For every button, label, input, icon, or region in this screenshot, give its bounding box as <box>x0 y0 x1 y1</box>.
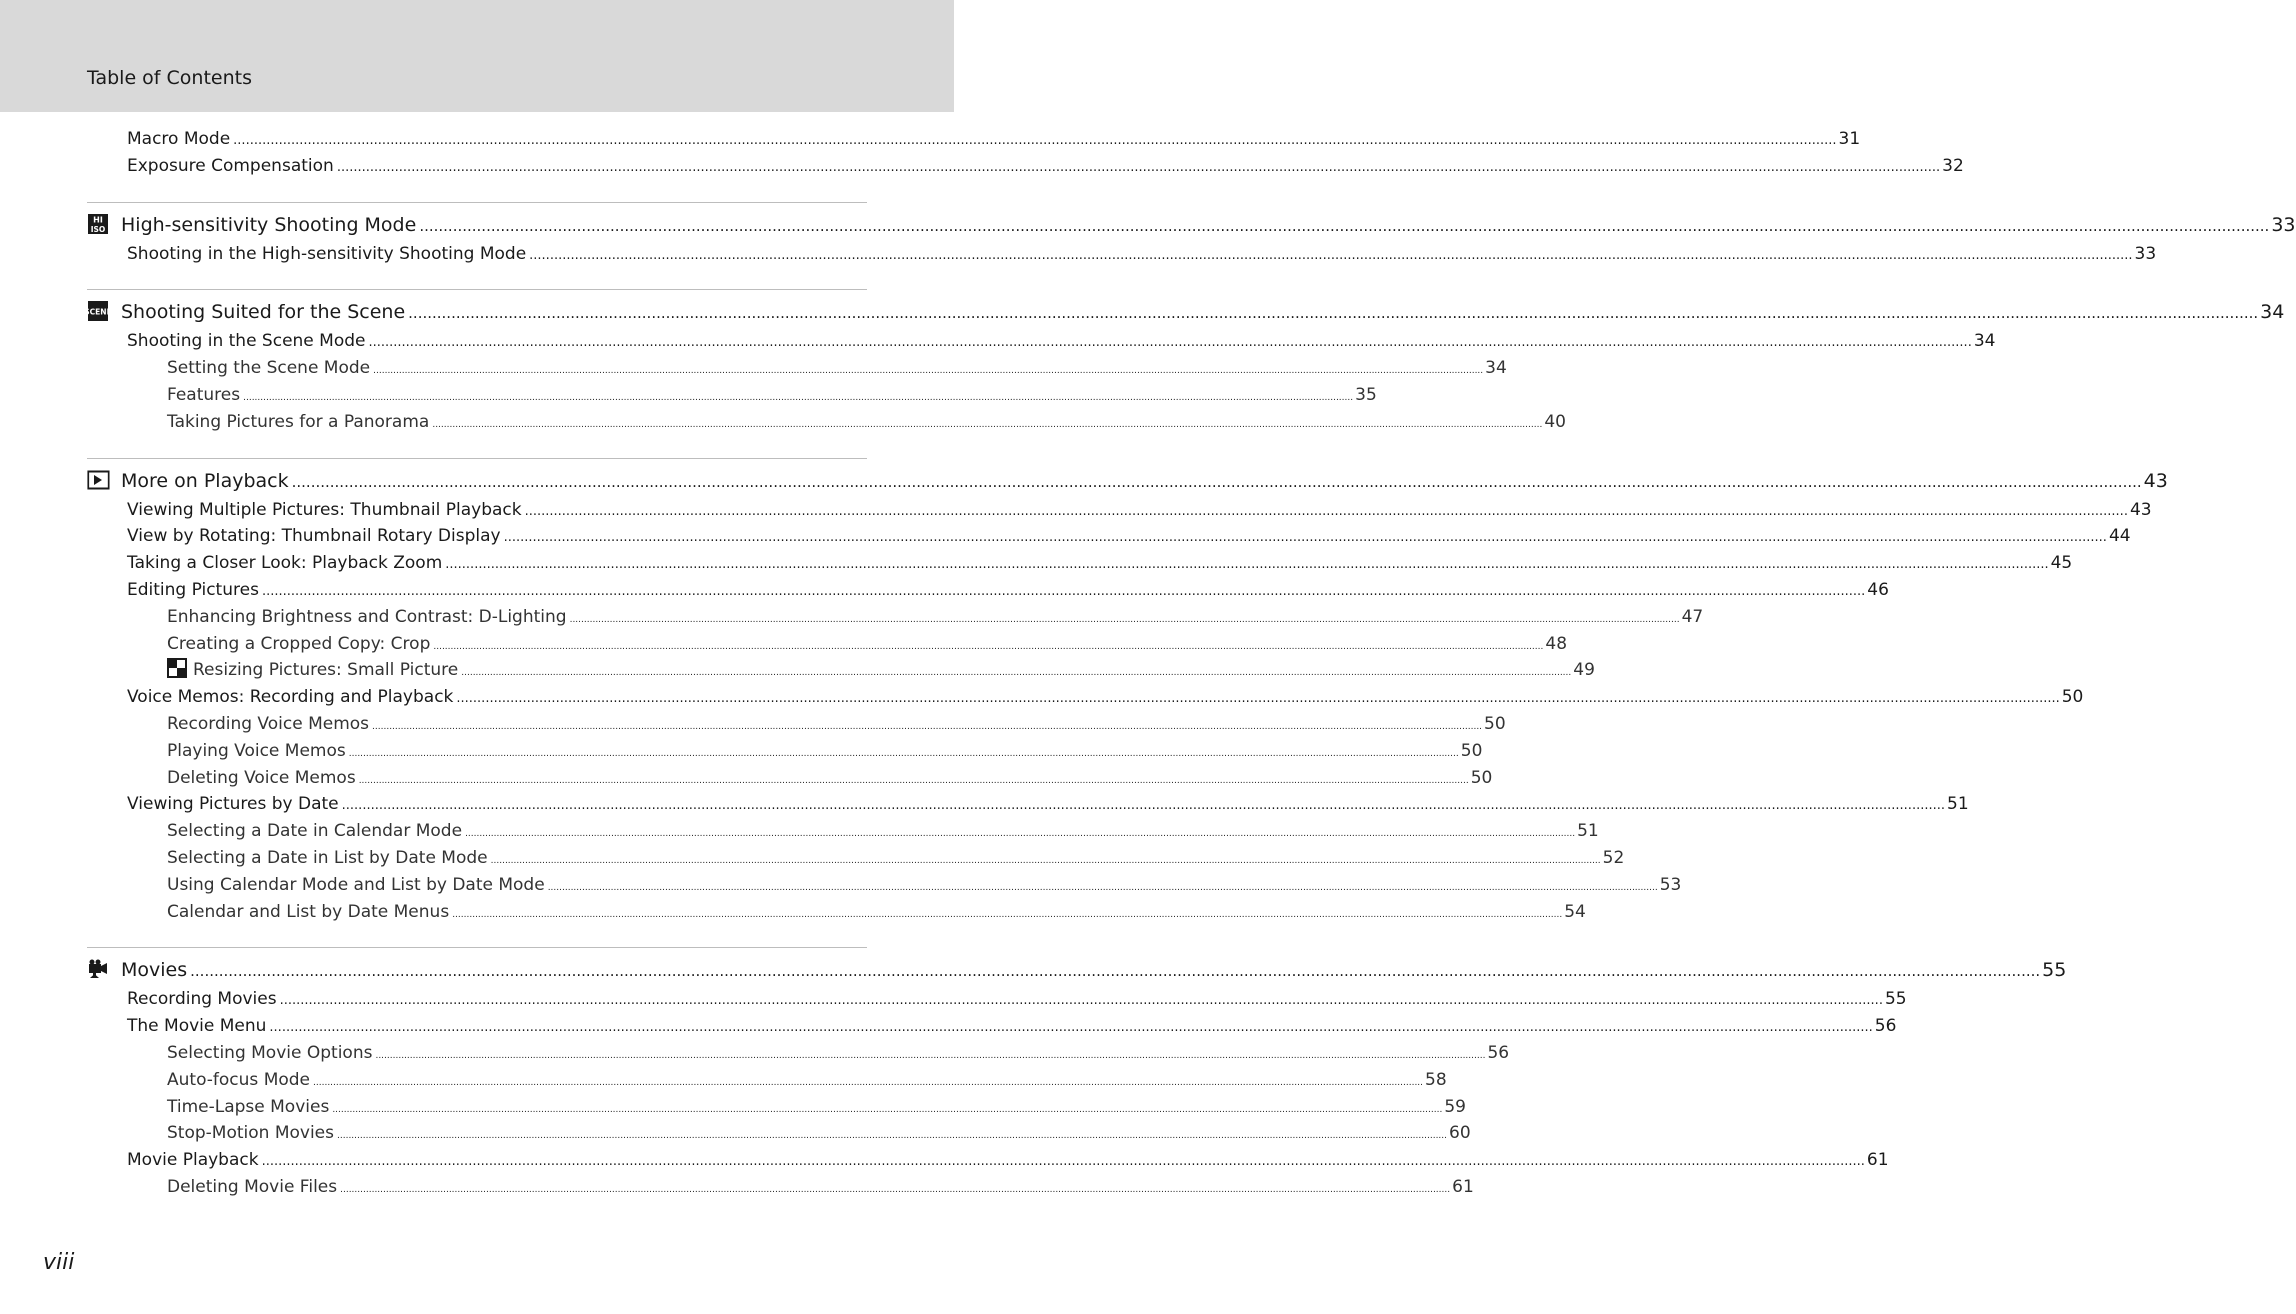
toc-section-shooting-in-the-scene-mode[interactable] <box>87 328 1996 355</box>
toc-entry-label <box>87 209 416 241</box>
toc-entry-label <box>167 409 429 436</box>
toc-page-number: 53 <box>1659 874 1682 895</box>
dot-leader <box>292 466 2142 498</box>
toc-page-number: 33 <box>2271 213 2296 236</box>
toc-entry-text: Using Calendar Mode and List by Date Mode <box>167 874 545 895</box>
toc-entry-label <box>167 872 545 899</box>
toc-sub-time-lapse-movies[interactable] <box>87 1094 1466 1121</box>
divider-spacer <box>87 180 867 202</box>
toc-entry-text: Shooting Suited for the Scene <box>121 301 406 324</box>
toc-sub-resizing-pictures-small-picture[interactable] <box>87 657 1595 684</box>
toc-section-voice-memos-recording-and-playback[interactable] <box>87 684 2084 711</box>
toc-chapter-shooting-suited-for-the-scene[interactable] <box>84 296 2285 328</box>
toc-page-number: 61 <box>1866 1150 1889 1171</box>
dot-leader <box>570 607 1680 634</box>
toc-section-macro-mode[interactable] <box>87 126 1861 153</box>
toc-entry-label <box>127 153 334 180</box>
toc-entry-text: Recording Voice Memos <box>167 713 370 734</box>
toc-entry-text: Exposure Compensation <box>127 155 334 176</box>
toc-entry-text: Viewing Pictures by Date <box>127 794 339 815</box>
dot-leader <box>529 243 2132 270</box>
toc-entry-text: Selecting a Date in List by Date Mode <box>167 847 488 868</box>
toc-sub-taking-pictures-for-a-panorama[interactable] <box>87 409 1566 436</box>
toc-entry-label <box>167 818 462 845</box>
dot-leader <box>337 155 1940 182</box>
movie-icon <box>87 958 109 980</box>
toc-page-number: 50 <box>1484 713 1506 734</box>
toc-sub-auto-focus-mode[interactable] <box>87 1067 1447 1094</box>
toc-section-view-by-rotating-thumbnail-rotary-display[interactable] <box>87 523 2131 550</box>
toc-entry-text: Features <box>167 384 241 405</box>
toc-section-movie-playback[interactable] <box>87 1147 1889 1174</box>
dot-leader <box>262 1149 1865 1176</box>
toc-entry-text: Stop-Motion Movies <box>167 1123 334 1144</box>
toc-entry-text: Voice Memos: Recording and Playback <box>127 687 454 708</box>
toc-page-number: 56 <box>1874 1016 1897 1037</box>
toc-sub-creating-a-cropped-copy-crop[interactable] <box>87 631 1568 658</box>
toc-entry-text: Auto-focus Mode <box>167 1069 311 1090</box>
toc-sub-selecting-a-date-in-list-by-date-mode[interactable] <box>87 845 1625 872</box>
svg-text:SCENE: SCENE <box>84 307 112 317</box>
toc-entry-text: Enhancing Brightness and Contrast: D-Lighting <box>167 606 567 627</box>
toc-entry-label <box>167 1094 329 1121</box>
toc-entry-label <box>167 382 240 409</box>
toc-page-number: 61 <box>1452 1176 1474 1197</box>
dot-leader <box>504 525 2107 552</box>
toc-entry-label <box>127 1013 266 1040</box>
toc-page-number: 58 <box>1425 1069 1447 1090</box>
table-of-contents <box>84 126 2296 1201</box>
toc-entry-text: More on Playback <box>121 469 289 492</box>
toc-page-number: 59 <box>1444 1096 1466 1117</box>
toc-entry-label <box>127 497 522 524</box>
toc-entry-text: Recording Movies <box>127 989 277 1010</box>
toc-sub-deleting-movie-files[interactable] <box>87 1174 1474 1201</box>
toc-page-number: 51 <box>1947 794 1969 815</box>
toc-entry-label <box>167 899 449 926</box>
toc-section-shooting-in-the-high-sensitivity-shooting-mode[interactable] <box>87 241 2157 268</box>
dot-leader <box>445 552 2048 579</box>
toc-entry-label <box>167 355 370 382</box>
toc-entry-label <box>127 550 442 577</box>
dot-leader <box>491 848 1601 875</box>
toc-page-number: 55 <box>1884 989 1907 1010</box>
toc-section-exposure-compensation[interactable] <box>87 153 1964 180</box>
dot-leader <box>456 686 2059 713</box>
toc-page-number: 35 <box>1355 384 1377 405</box>
toc-entry-text: Resizing Pictures: Small Picture <box>193 660 459 681</box>
toc-page-number: 43 <box>2143 469 2168 492</box>
page-header <box>0 0 954 112</box>
toc-entry-text: Selecting Movie Options <box>167 1042 373 1063</box>
dot-leader <box>525 499 2128 526</box>
toc-page-number: 50 <box>1460 740 1483 761</box>
toc-entry-text: Taking Pictures for a Panorama <box>167 411 430 432</box>
toc-entry-text: Calendar and List by Date Menus <box>167 901 450 922</box>
toc-chapter-more-on-playback[interactable] <box>87 465 2168 497</box>
toc-entry-label <box>127 328 365 355</box>
toc-entry-label <box>167 604 567 631</box>
toc-entry-label <box>127 241 526 268</box>
small-picture-icon <box>167 658 187 678</box>
dot-leader <box>342 793 1945 820</box>
toc-entry-label <box>127 684 453 711</box>
toc-entry-text: Deleting Movie Files <box>167 1176 338 1197</box>
toc-section-the-movie-menu[interactable] <box>87 1013 1897 1040</box>
divider-spacer <box>87 267 867 289</box>
toc-sub-using-calendar-mode-and-list-by-date-mode[interactable] <box>87 872 1682 899</box>
toc-entry-label <box>127 577 259 604</box>
toc-entry-label <box>127 126 230 153</box>
toc-entry-label <box>167 1120 334 1147</box>
toc-sub-stop-motion-movies[interactable] <box>87 1120 1471 1147</box>
page-number: viii <box>43 1250 75 1275</box>
toc-entry-text: Editing Pictures <box>127 579 259 600</box>
toc-entry-label <box>87 465 289 497</box>
toc-page-number: 50 <box>1470 767 1493 788</box>
toc-entry-text: Movie Playback <box>127 1150 259 1171</box>
divider-spacer <box>87 925 867 947</box>
toc-entry-label <box>127 986 277 1013</box>
toc-page-number: 55 <box>2042 959 2067 982</box>
dot-leader <box>465 821 1575 848</box>
dot-leader <box>368 330 1971 357</box>
toc-entry-text: Taking a Closer Look: Playback Zoom <box>127 553 443 574</box>
toc-sub-deleting-voice-memos[interactable] <box>87 765 1493 792</box>
toc-entry-text: Playing Voice Memos <box>167 740 346 761</box>
toc-entry-text: The Movie Menu <box>127 1016 267 1037</box>
toc-entry-text: Macro Mode <box>127 129 231 149</box>
toc-section-editing-pictures[interactable] <box>87 577 1889 604</box>
toc-chapter-movies[interactable] <box>87 954 2067 986</box>
toc-page-number: 56 <box>1487 1042 1510 1063</box>
toc-entry-label <box>167 631 430 658</box>
toc-page-number: 45 <box>2050 553 2073 574</box>
dot-leader <box>332 1097 1442 1124</box>
toc-sub-features[interactable] <box>87 382 1377 409</box>
toc-entry-label <box>167 657 458 684</box>
toc-sub-enhancing-brightness-and-contrast-d-lighting[interactable] <box>87 604 1704 631</box>
toc-page-number: 40 <box>1544 411 1566 432</box>
toc-page-number: 32 <box>1942 155 1964 176</box>
toc-page-number: 54 <box>1564 901 1586 922</box>
high-iso-icon <box>87 213 109 235</box>
toc-page-number: 34 <box>2260 301 2285 324</box>
toc-entry-label <box>167 845 488 872</box>
dot-leader <box>243 385 1353 412</box>
toc-sub-selecting-movie-options[interactable] <box>87 1040 1510 1067</box>
toc-entry-text: Shooting in the High-sensitivity Shooting Mode <box>127 243 527 264</box>
toc-page-number: 47 <box>1681 606 1704 627</box>
dot-leader <box>461 660 1571 687</box>
toc-sub-calendar-and-list-by-date-menus[interactable] <box>87 899 1586 926</box>
dot-leader <box>337 1123 1447 1150</box>
toc-sub-selecting-a-date-in-calendar-mode[interactable] <box>87 818 1599 845</box>
dot-leader <box>408 297 2258 329</box>
dot-leader <box>262 579 1865 606</box>
toc-page-number: 60 <box>1449 1123 1471 1144</box>
toc-entry-label <box>167 1174 337 1201</box>
dot-leader <box>432 412 1542 439</box>
toc-page-number: 46 <box>1867 579 1889 600</box>
toc-page-number: 34 <box>1973 331 1996 352</box>
toc-section-recording-movies[interactable] <box>87 986 1907 1013</box>
dot-leader <box>349 741 1459 768</box>
dot-leader <box>375 1043 1485 1070</box>
toc-page-number: 51 <box>1577 821 1599 842</box>
toc-entry-text: View by Rotating: Thumbnail Rotary Display <box>127 526 501 547</box>
toc-page-number: 48 <box>1545 633 1568 654</box>
toc-page-number: 50 <box>2061 687 2084 708</box>
toc-entry-label <box>167 765 356 792</box>
svg-text:ISO: ISO <box>90 224 106 234</box>
toc-entry-text: High-sensitivity Shooting Mode <box>121 213 417 236</box>
toc-entry-label <box>167 711 369 738</box>
toc-page-number: 52 <box>1602 847 1625 868</box>
toc-page-number: 31 <box>1838 129 1861 149</box>
toc-entry-text: Deleting Voice Memos <box>167 767 356 788</box>
toc-section-viewing-multiple-pictures-thumbnail-playback[interactable] <box>87 497 2152 524</box>
toc-page-number: 43 <box>2129 499 2152 520</box>
toc-entry-text: Shooting in the Scene Mode <box>127 331 366 352</box>
header-title: Table of Contents <box>87 67 252 89</box>
dot-leader <box>452 902 1562 929</box>
toc-entry-label <box>167 1067 310 1094</box>
scene-icon <box>84 300 112 322</box>
toc-entry-label <box>127 523 501 550</box>
dot-leader <box>433 634 1543 661</box>
toc-sub-setting-the-scene-mode[interactable] <box>87 355 1507 382</box>
toc-entry-label <box>87 954 187 986</box>
toc-page-number: 33 <box>2134 243 2157 264</box>
toc-entry-label <box>127 1147 259 1174</box>
toc-entry-label <box>84 296 406 328</box>
svg-text:HI: HI <box>93 215 103 225</box>
toc-section-viewing-pictures-by-date[interactable] <box>87 791 1969 818</box>
toc-entry-text: Movies <box>121 959 188 982</box>
dot-leader <box>359 768 1469 795</box>
dot-leader <box>190 955 2040 987</box>
toc-page-number: 49 <box>1573 660 1595 681</box>
dot-leader <box>313 1070 1423 1097</box>
toc-page-number: 44 <box>2108 526 2131 547</box>
toc-chapter-high-sensitivity-shooting-mode[interactable] <box>87 209 2296 241</box>
playback-icon <box>87 469 109 491</box>
toc-section-taking-a-closer-look-playback-zoom[interactable] <box>87 550 2073 577</box>
toc-page-number: 34 <box>1485 358 1507 379</box>
toc-entry-text: Setting the Scene Mode <box>167 358 371 379</box>
dot-leader <box>548 875 1658 902</box>
dot-leader <box>340 1177 1450 1204</box>
dot-leader <box>373 358 1483 385</box>
dot-leader <box>372 714 1482 741</box>
dot-leader <box>419 210 2269 242</box>
toc-sub-recording-voice-memos[interactable] <box>87 711 1506 738</box>
toc-sub-playing-voice-memos[interactable] <box>87 738 1483 765</box>
toc-entry-label <box>167 1040 372 1067</box>
toc-entry-text: Viewing Multiple Pictures: Thumbnail Playback <box>127 499 522 520</box>
dot-leader <box>280 988 1883 1015</box>
toc-entry-label <box>167 738 346 765</box>
divider-spacer <box>87 436 867 458</box>
toc-entry-label <box>127 791 339 818</box>
dot-leader <box>269 1015 1872 1042</box>
dot-leader <box>233 128 1836 155</box>
toc-entry-text: Selecting a Date in Calendar Mode <box>167 821 463 842</box>
toc-entry-text: Time-Lapse Movies <box>167 1096 330 1117</box>
toc-entry-text: Creating a Cropped Copy: Crop <box>167 633 431 654</box>
